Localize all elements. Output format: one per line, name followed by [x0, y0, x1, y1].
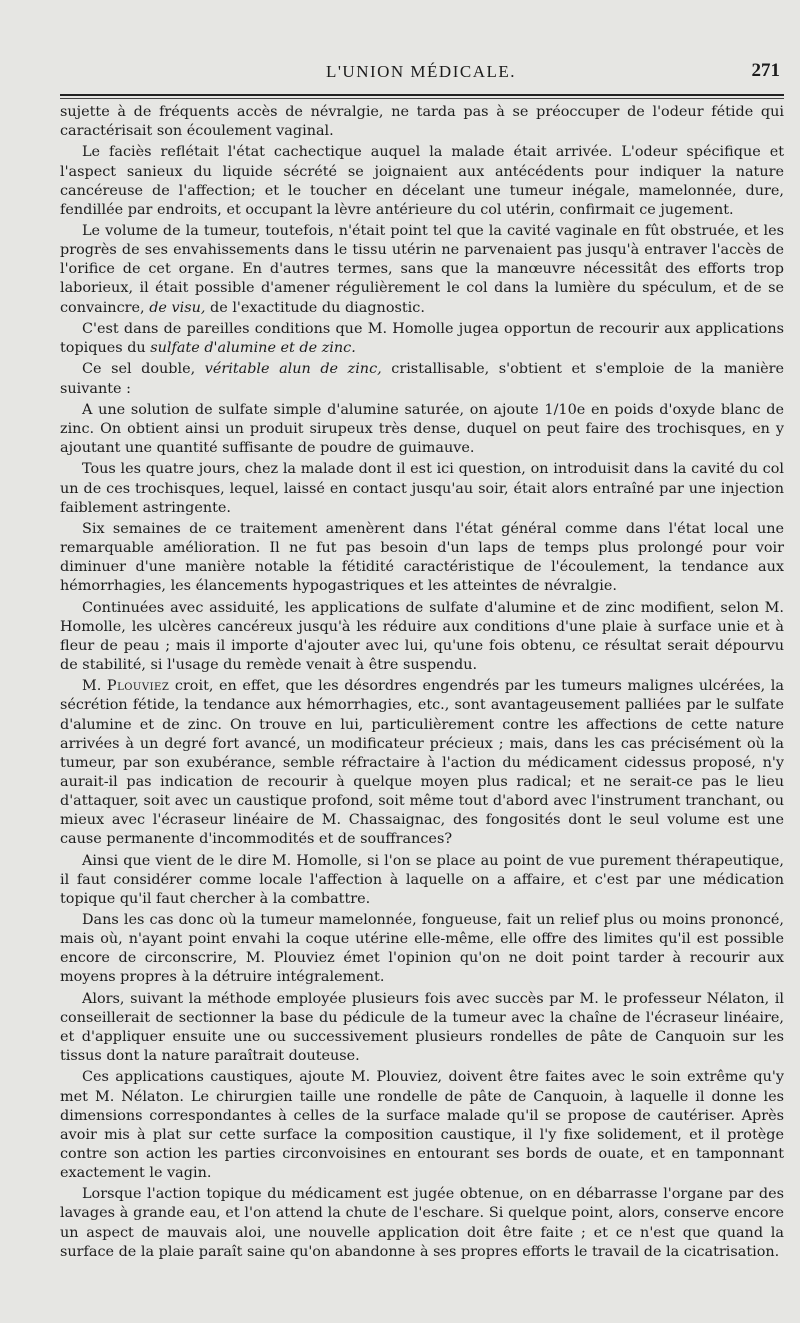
paragraph: [60, 401, 784, 458]
paragraph: [60, 460, 784, 517]
paragraph: [60, 911, 784, 987]
text-segment: Ces applications caustiques, ajoute M. Plouviez, doivent être faites avec le soin extrême qu'y met M. Nélaton. Le chirurgien taille une rondelle de pâte de Canquoin, à laquelle il donne les dimensions correspondantes à celles de la surface malade qu'il se propose de cautériser. Après avoir mis à plat sur cette surface la composition caustique, il l'y fixe solidement, et il protège contre son action les parties circonvoisines en entourant ses bords de ouate, et en tamponnant exactement le vagin.: [60, 1069, 784, 1181]
text-segment: C'est dans de pareilles conditions que M. Homolle jugea opportun de recourir aux applications topiques du: [60, 320, 784, 357]
text-segment: Tous les quatre jours, chez la malade dont il est ici question, on introduisit dans la cavité du col un de ces trochisques, lequel, laissé en contact jusqu'au soir, était alors entraîné par une injection faiblement astringente.: [60, 461, 784, 516]
text-segment: Lorsque l'action topique du médicament est jugée obtenue, on en débarrasse l'organe par des lavages à grande eau, et l'on attend la chute de l'eschare. Si quelque point, alors, conserve encore un aspect de mauvais aloi, une nouvelle application doit être faite ; et ce n'est que quand la surface de la plaie paraît saine qu'on abandonne à ses propres efforts le travail de la cicatrisation.: [60, 1186, 784, 1260]
text-segment: cristallisable, s'obtient et s'emploie de la manière suivante :: [60, 361, 784, 397]
text-segment: Dans les cas donc où la tumeur mamelonnée, fongueuse, fait un relief plus ou moins prononcé, mais où, n'ayant point envahi la coque utérine elle-même, elle offre des limites qu'il est possible encore de circonscrire, M. Plouviez émet l'opinion qu'on ne doit point tarder à recourir aux moyens propres à la détruire intégralement.: [60, 912, 784, 986]
text-segment: Ainsi que vient de le dire M. Homolle, si l'on se place au point de vue purement thérapeutique, il faut considérer comme locale l'affection à laquelle on a affaire, et c'est par une médication topique qu'il faut chercher à la combattre.: [60, 852, 784, 907]
paragraph: [60, 677, 784, 849]
italic-text: véritable alun de zinc,: [204, 361, 382, 378]
paragraph: [60, 360, 784, 398]
text-segment: sujette à de fréquents accès de névralgie, ne tarda pas à se préoccuper de l'odeur fétide qui caractérisait son écoulement vaginal.: [60, 104, 784, 140]
header-rule: [60, 94, 784, 96]
italic-text: de visu,: [149, 299, 206, 316]
paragraph: [60, 1068, 784, 1183]
text-segment: Le faciès reflétait l'état cachectique auquel la malade était arrivée. L'odeur spécifique et l'aspect sanieux du liquide sécrété se joignaient aux antécédents pour indiquer la nature cancéreuse de l'affection; et le toucher en décelant une tumeur inégale, mamelonnée, dure, fendillée par endroits, et occupant la lèvre antérieure du col utérin, confirmait ce jugement.: [60, 144, 784, 218]
text-segment: Le volume de la tumeur, toutefois, n'était point tel que la cavité vaginale en fût obstruée, et les progrès de ses envahissements dans le tissu utérin ne parvenaient pas jusqu'à entraver l'accès de l'orifice de cet organe. En d'autres termes, sans que la manœuvre nécessitât des efforts trop laborieux, il était possible d'amener régulièrement le col dans la lumière du spéculum, et de se convaincre,: [60, 223, 784, 316]
text-segment: Six semaines de ce traitement amenèrent dans l'état général comme dans l'état local une remarquable amélioration. Il ne fut pas besoin d'un laps de temps plus prolongé pour voir diminuer d'une manière notable la fétidité caractéristique de l'écoulement, la tendance aux hémorrhagies, les élancements hypogastriques et les atteintes de névralgie.: [60, 521, 784, 595]
text-segment: Continuées avec assiduité, les applications de sulfate d'alumine et de zinc modifient, selon M. Homolle, les ulcères cancéreux jusqu'à les réduire aux conditions d'une plaie à surface unie et à fleur de peau ; mais il importe d'ajouter avec lui, qu'une fois obtenu, ce résultat serait dépourvu de stabilité, si l'usage du remède venait à être suspendu.: [60, 599, 784, 673]
paragraph: [60, 320, 784, 358]
page-number: 271: [751, 60, 780, 81]
paragraph: [60, 222, 784, 317]
text-segment: Alors, suivant la méthode employée plusieurs fois avec succès par M. le professeur Nélaton, il conseillerait de sectionner la base du pédicule de la tumeur avec la chaîne de l'écraseur linéaire, et d'appliquer ensuite une ou successivement plusieurs rondelles de pâte de Canquoin sur les tissus dont la nature paraîtrait douteuse.: [60, 990, 784, 1065]
paragraph: [60, 852, 784, 909]
article-body: [60, 103, 784, 1264]
paragraph: [60, 990, 784, 1066]
text-segment: M.: [82, 678, 107, 695]
paragraph: [60, 1185, 784, 1261]
text-segment: A une solution de sulfate simple d'alumine saturée, on ajoute 1/10e en poids d'oxyde blanc de zinc. On obtient ainsi un produit sirupeux très dense, duquel on peut faire des trochisques, en y ajoutant une quantité suffisante de poudre de guimauve.: [60, 401, 784, 457]
text-segment: de l'exactitude du diagnostic.: [205, 299, 425, 316]
italic-text: sulfate d'alumine et de zinc.: [150, 340, 356, 357]
running-title: L'UNION MÉDICALE.: [325, 62, 517, 81]
text-segment: Ce sel double,: [82, 361, 205, 378]
page-header: [60, 58, 782, 88]
author-name: Plouviez: [106, 678, 170, 695]
paragraph: [60, 143, 784, 219]
paragraph: [60, 520, 784, 596]
paragraph: [60, 103, 784, 141]
text-segment: croit, en effet, que les désordres engendrés par les tumeurs malignes ulcérées, la sécrétion fétide, la tendance aux hémorrhagies, etc., sont avantageusement palliées par le sulfate d'alumine et de zinc. On trouve en lui, particulièrement contre les affections de cette nature arrivées à un degré fort avancé, un modificateur précieux ; mais, dans les cas précisément où la tumeur, par son exubérance, semble réfractaire à l'action du médicament cidessus proposé, n'y aurait-il pas indication de recourir à quelque moyen plus radical; et ne serait-ce pas le lieu d'attaquer, soit avec un caustique profond, soit même tout d'abord avec l'instrument tranchant, ou mieux avec l'écraseur linéaire de M. Chassaignac, des fongosités dont le seul volume est une cause permanente d'incommodités et de souffrances?: [60, 678, 784, 848]
paragraph: [60, 599, 784, 675]
